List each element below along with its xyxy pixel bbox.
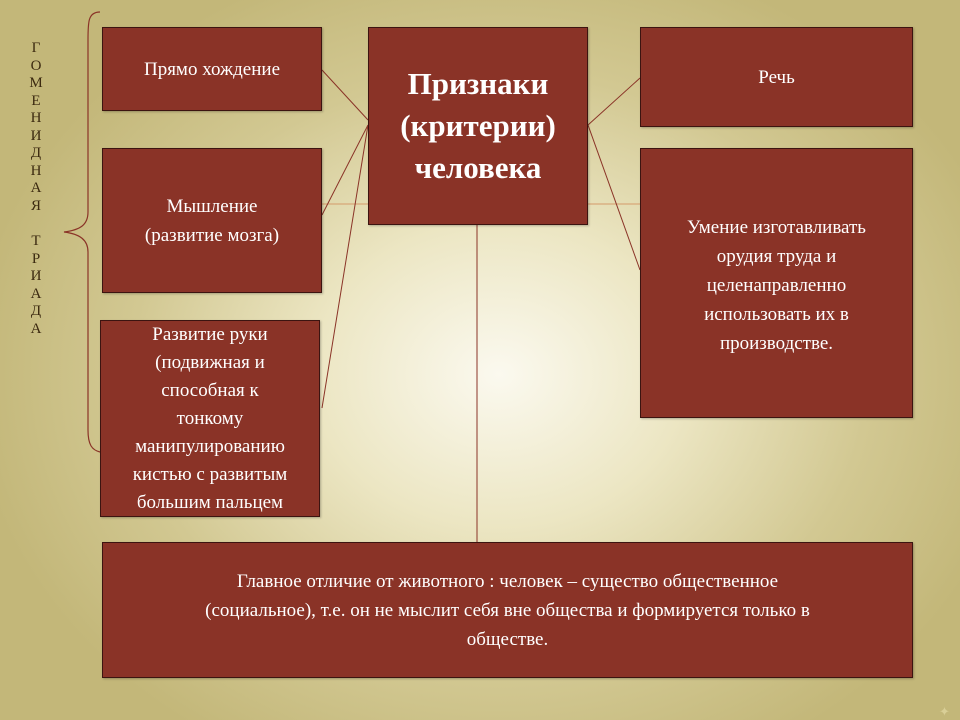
box-upright-walking-text: Прямо хождение <box>143 58 281 80</box>
box-main-difference-text: Главное отличие от животного : человек – существо общественное (социальное), т.е. он не мыслит себя вне общества и формируется только в обществе. <box>205 570 810 650</box>
connector-speech <box>588 78 640 125</box>
left-curly-bracket <box>64 12 100 452</box>
box-hand-development <box>100 320 320 517</box>
center-box-title: Признаки (критерии) человека <box>400 66 556 185</box>
box-hand-development-text: Развитие руки (подвижная и способная к тонкому манипулированию кистью с развитым большим пальцем <box>132 323 288 513</box>
box-speech <box>640 27 913 127</box>
connector-tools <box>588 125 640 270</box>
box-thinking-text: Мышление (развитие мозга) <box>144 195 280 246</box>
box-speech-text: Речь <box>758 66 795 88</box>
center-box-human-criteria <box>368 27 588 225</box>
connector-hand <box>322 125 368 408</box>
box-upright-walking <box>102 27 322 111</box>
box-main-difference <box>102 542 913 678</box>
vertical-label-gominid-triad: Г О М Е Н И Д Н А Я Т Р И А Д А <box>29 40 43 337</box>
connector-walking <box>322 70 368 120</box>
box-tool-making-text: Умение изготавливать орудия труда и целенаправленно использовать их в производстве. <box>687 217 866 354</box>
box-tool-making <box>640 148 913 418</box>
star-icon: ✦ <box>939 704 950 719</box>
box-thinking <box>102 148 322 293</box>
